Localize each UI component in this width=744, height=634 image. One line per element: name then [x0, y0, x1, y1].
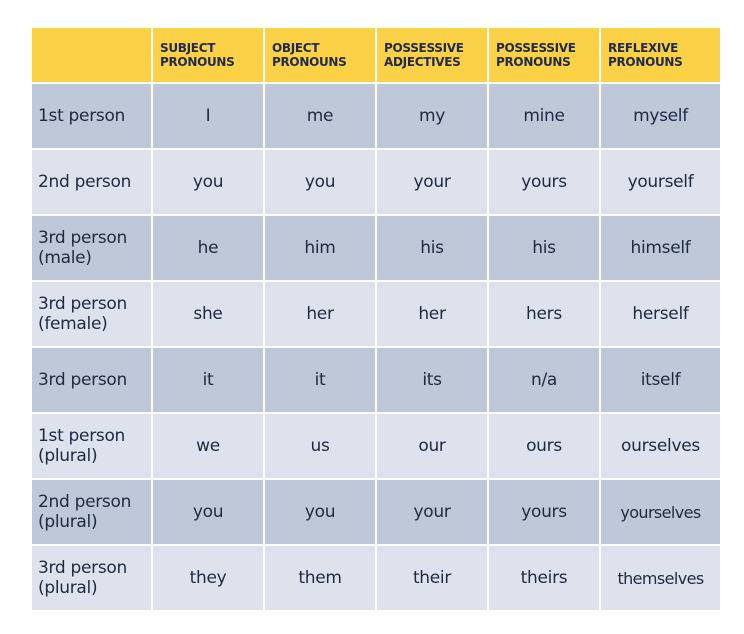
cell-possessive-adjective: their — [377, 546, 487, 610]
cell-object-pronoun: him — [265, 216, 375, 280]
table-row — [32, 150, 720, 214]
cell-person: 3rd person (female) — [32, 282, 151, 346]
cell-reflexive-pronoun: themselves — [601, 546, 720, 610]
cell-possessive-adjective: her — [377, 282, 487, 346]
cell-possessive-adjective: our — [377, 414, 487, 478]
cell-possessive-adjective: your — [377, 150, 487, 214]
table-row — [32, 216, 720, 280]
table-row — [32, 480, 720, 544]
cell-subject-pronoun: he — [153, 216, 263, 280]
cell-object-pronoun: us — [265, 414, 375, 478]
table-row — [32, 348, 720, 412]
table-row — [32, 84, 720, 148]
cell-possessive-pronoun: n/a — [489, 348, 599, 412]
cell-object-pronoun: her — [265, 282, 375, 346]
cell-object-pronoun: them — [265, 546, 375, 610]
cell-possessive-adjective: his — [377, 216, 487, 280]
cell-possessive-pronoun: yours — [489, 150, 599, 214]
cell-person: 1st person (plural) — [32, 414, 151, 478]
cell-object-pronoun: me — [265, 84, 375, 148]
cell-person: 2nd person — [32, 150, 151, 214]
cell-reflexive-pronoun: itself — [601, 348, 720, 412]
cell-possessive-adjective: my — [377, 84, 487, 148]
cell-reflexive-pronoun: ourselves — [601, 414, 720, 478]
cell-person: 3rd person — [32, 348, 151, 412]
cell-possessive-pronoun: yours — [489, 480, 599, 544]
cell-reflexive-pronoun: himself — [601, 216, 720, 280]
cell-subject-pronoun: I — [153, 84, 263, 148]
cell-possessive-adjective: your — [377, 480, 487, 544]
table-header-row — [32, 28, 720, 82]
cell-person: 3rd person (male) — [32, 216, 151, 280]
header-cell-possessive-adjectives: POSSESSIVE ADJECTIVES — [377, 28, 487, 82]
cell-subject-pronoun: we — [153, 414, 263, 478]
cell-subject-pronoun: they — [153, 546, 263, 610]
cell-possessive-pronoun: ours — [489, 414, 599, 478]
header-cell-reflexive-pronouns: REFLEXIVE PRONOUNS — [601, 28, 720, 82]
header-cell-possessive-pronouns: POSSESSIVE PRONOUNS — [489, 28, 599, 82]
cell-reflexive-pronoun: yourself — [601, 150, 720, 214]
cell-object-pronoun: you — [265, 150, 375, 214]
cell-subject-pronoun: she — [153, 282, 263, 346]
cell-object-pronoun: it — [265, 348, 375, 412]
header-cell-object-pronouns: OBJECT PRONOUNS — [265, 28, 375, 82]
table-body — [32, 84, 720, 610]
cell-reflexive-pronoun: myself — [601, 84, 720, 148]
cell-subject-pronoun: you — [153, 480, 263, 544]
cell-reflexive-pronoun: herself — [601, 282, 720, 346]
cell-person: 3rd person (plural) — [32, 546, 151, 610]
table-row — [32, 414, 720, 478]
header-cell-subject-pronouns: SUBJECT PRONOUNS — [153, 28, 263, 82]
cell-possessive-adjective: its — [377, 348, 487, 412]
cell-subject-pronoun: it — [153, 348, 263, 412]
cell-reflexive-pronoun: yourselves — [601, 480, 720, 544]
header-cell-empty — [32, 28, 151, 82]
cell-possessive-pronoun: hers — [489, 282, 599, 346]
cell-person: 2nd person (plural) — [32, 480, 151, 544]
cell-possessive-pronoun: his — [489, 216, 599, 280]
table-row — [32, 546, 720, 610]
cell-possessive-pronoun: mine — [489, 84, 599, 148]
cell-possessive-pronoun: theirs — [489, 546, 599, 610]
table-row — [32, 282, 720, 346]
cell-subject-pronoun: you — [153, 150, 263, 214]
cell-person: 1st person — [32, 84, 151, 148]
cell-object-pronoun: you — [265, 480, 375, 544]
pronoun-table — [30, 26, 722, 612]
